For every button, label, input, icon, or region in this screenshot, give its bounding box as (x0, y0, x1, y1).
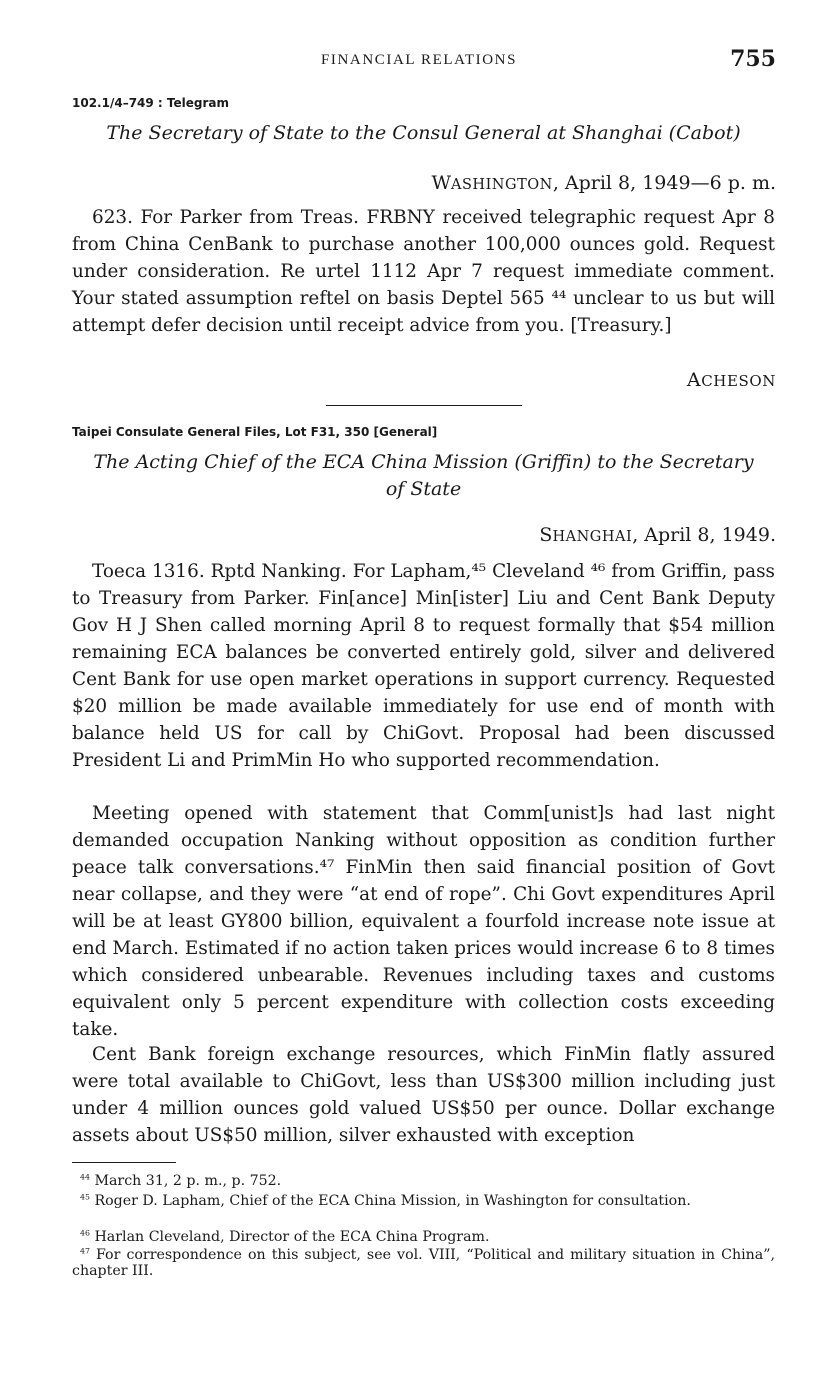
document-body-2-paragraph-2: Meeting opened with statement that Comm[unist]s had last night demanded occupation Nanking without opposition as condition further peace talk conversations.⁴⁷ FinMin then said financial position of Govt near collapse, and they were “at end of rope”. Chi Govt expenditures April will be at least GY800 billion, equivalent a fourfold increase note issue at end March. Estimated if no action taken prices would increase 6 to 8 times which considered unbearable. Revenues including taxes and customs equivalent only 5 percent expenditure with collection costs exceeding take. (72, 803, 775, 1040)
signature-1 (687, 369, 776, 391)
dateline-1-date: , April 8, 1949—6 p. m. (552, 172, 776, 194)
signature-1-rest: CHESON (701, 372, 776, 390)
document-body-2-paragraph-1: Toeca 1316. Rptd Nanking. For Lapham,⁴⁵ Cleveland ⁴⁶ from Griffin, pass to Treasury from Parker. Fin[ance] Min[ister] Liu and Cent Bank Deputy Gov H J Shen called morning April 8 to request formally that $54 million remaining ECA balances be converted entirely gold, silver and delivered Cent Bank for use open market operations in support currency. Requested $20 million be made available immediately for use end of month with balance held US for call by ChiGovt. Proposal had been discussed President Li and PrimMin Ho who supported recommendation. (72, 561, 775, 771)
file-reference-1: 102.1/4–749 : Telegram (72, 96, 229, 110)
dateline-2 (539, 524, 776, 546)
running-head-title: FINANCIAL RELATIONS (320, 52, 518, 68)
footnote-44-text: March 31, 2 p. m., p. 752. (94, 1173, 282, 1189)
footnote-47-mark: 47 (80, 1246, 90, 1256)
footnote-45-text: Roger D. Lapham, Chief of the ECA China Mission, in Washington for consultation. (94, 1193, 691, 1209)
dateline-1-place: ASHINGTON (451, 177, 553, 193)
dateline-2-date: , April 8, 1949. (632, 524, 776, 546)
footnote-45-mark: 45 (80, 1192, 90, 1202)
document-heading-2-line-1: The Acting Chief of the ECA China Mission (Griffin) to the Secretary (93, 451, 754, 473)
footnote-46-text: Harlan Cleveland, Director of the ECA China Program. (94, 1229, 490, 1245)
footnote-46-mark: 46 (80, 1228, 90, 1238)
page-number: 755 (730, 46, 776, 72)
document-body-1: 623. For Parker from Treas. FRBNY received telegraphic request Apr 8 from China CenBank to purchase another 100,000 ounces gold. Request under consideration. Re urtel 1112 Apr 7 request immediate comment. Your stated assumption reftel on basis Deptel 565 ⁴⁴ unclear to us but will attempt defer decision until receipt advice from you. [Treasury.] (72, 207, 775, 336)
dateline-1-place-initial: W (431, 172, 452, 194)
document-heading-2-line-2: of State (385, 478, 462, 500)
footnote-47-text: For correspondence on this subject, see vol. VIII, “Political and military situation in China”, chapter III. (72, 1247, 775, 1279)
dateline-2-place-initial: S (539, 524, 553, 546)
footnote-47 (72, 1247, 775, 1279)
footnote-44-mark: 44 (80, 1172, 90, 1182)
footnote-rule (72, 1162, 176, 1163)
file-reference-2: Taipei Consulate General Files, Lot F31, 350 [General] (72, 425, 438, 439)
dateline-1 (431, 172, 776, 194)
signature-1-initial: A (686, 369, 702, 391)
document-heading-1: The Secretary of State to the Consul General at Shanghai (Cabot) (106, 122, 741, 144)
footnote-45 (72, 1193, 775, 1209)
footnote-46 (80, 1229, 490, 1245)
dateline-2-place: HANGHAI (552, 529, 633, 545)
document-body-2-paragraph-3: Cent Bank foreign exchange resources, which FinMin flatly assured were total available to ChiGovt, less than US$300 million including just under 4 million ounces gold valued US$50 per ounce. Dollar exchange assets about US$50 million, silver exhausted with exception (72, 1044, 775, 1146)
footnote-44 (80, 1173, 281, 1189)
section-divider (326, 405, 522, 406)
